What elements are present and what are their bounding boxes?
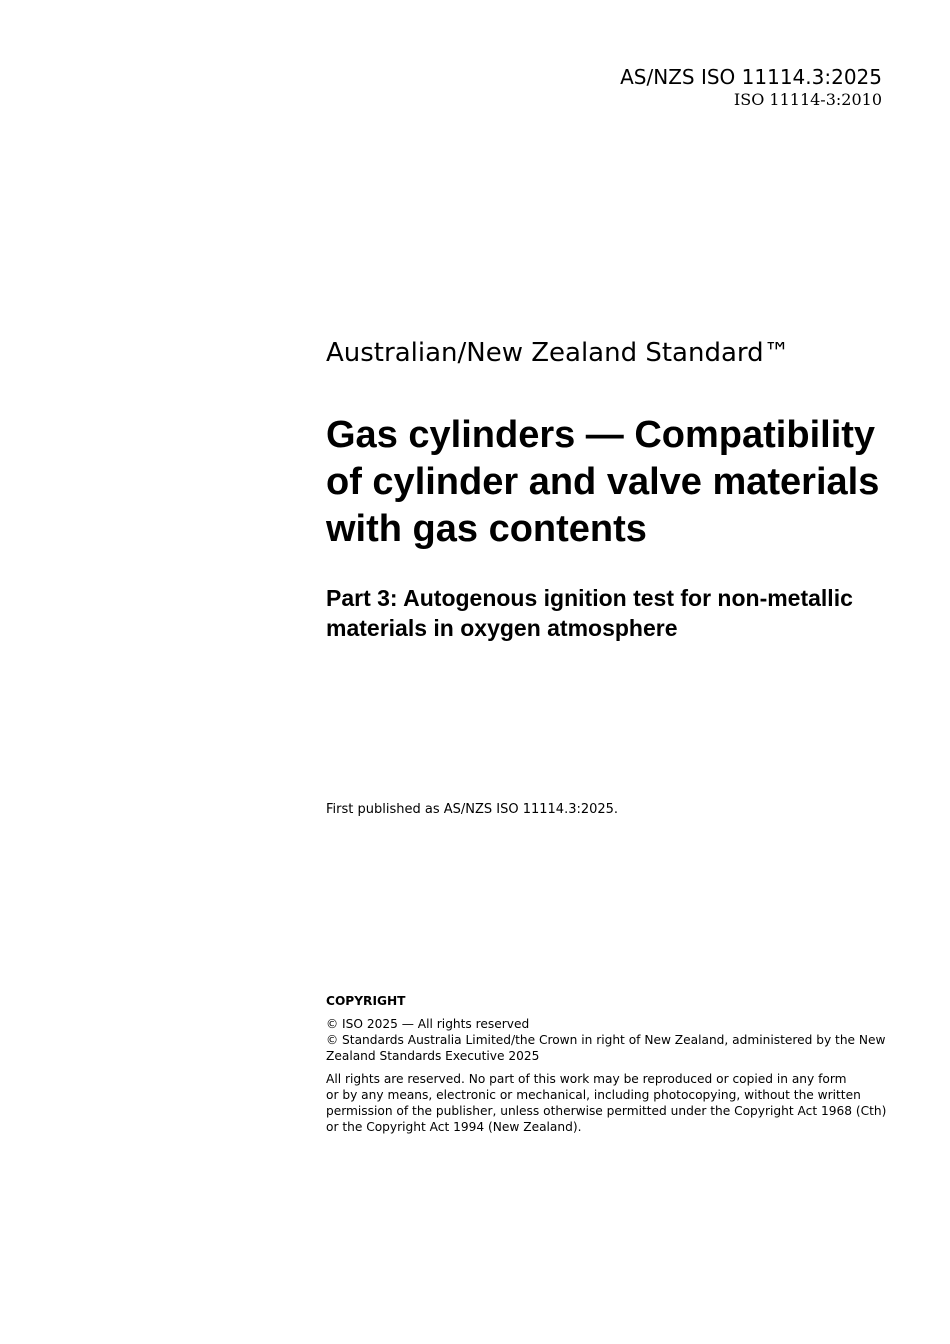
- document-title: [326, 412, 886, 553]
- copyright-section: [326, 993, 896, 1135]
- rights-statement-line: or by any means, electronic or mechanical, including photocopying, without the written: [326, 1088, 861, 1102]
- copyright-notice-line: Zealand Standards Executive 2025: [326, 1049, 540, 1063]
- rights-statement-line: permission of the publisher, unless otherwise permitted under the Copyright Act 1968 (Cth): [326, 1104, 887, 1118]
- standard-number: AS/NZS ISO 11114.3:2025: [620, 65, 882, 89]
- part-title-line: Part 3: Autogenous ignition test for non-metallic: [326, 585, 853, 611]
- part-title-line: materials in oxygen atmosphere: [326, 615, 678, 641]
- rights-statement-line: or the Copyright Act 1994 (New Zealand).: [326, 1120, 582, 1134]
- copyright-notice: [326, 1016, 896, 1064]
- iso-reference: ISO 11114-3:2010: [733, 90, 882, 109]
- part-title: [326, 583, 886, 643]
- rights-statement: [326, 1071, 896, 1135]
- copyright-notice-line: © Standards Australia Limited/the Crown in right of New Zealand, administered by the New: [326, 1033, 886, 1047]
- copyright-heading: COPYRIGHT: [326, 994, 406, 1008]
- document-title-line: Gas cylinders — Compatibility: [326, 414, 876, 456]
- document-title-line: with gas contents: [326, 508, 647, 550]
- first-published-note: First published as AS/NZS ISO 11114.3:2025.: [326, 802, 619, 817]
- rights-statement-line: All rights are reserved. No part of this work may be reproduced or copied in any form: [326, 1072, 847, 1086]
- series-title: Australian/New Zealand Standard™: [326, 338, 790, 368]
- standard-identifier: [620, 64, 882, 110]
- document-title-line: of cylinder and valve materials: [326, 461, 880, 503]
- copyright-notice-line: © ISO 2025 — All rights reserved: [326, 1017, 530, 1031]
